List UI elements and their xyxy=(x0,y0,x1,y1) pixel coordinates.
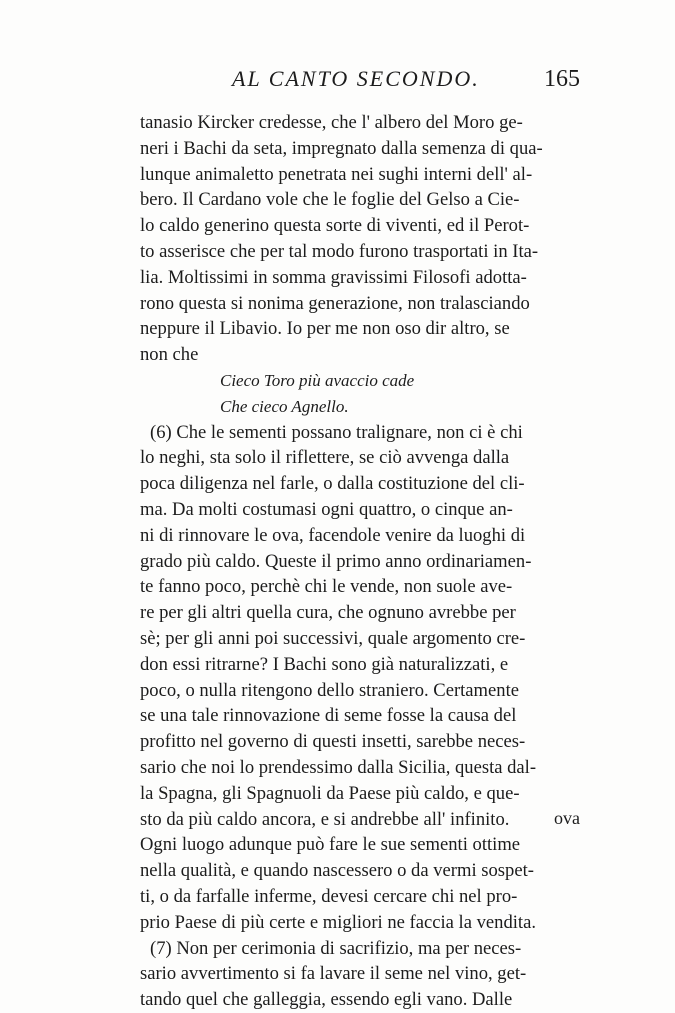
text-line: tanasio Kircker credesse, che l' albero del Moro ge- xyxy=(140,112,523,133)
text-line: sario avvertimento si fa lavare il seme nel vino, get- xyxy=(140,963,527,985)
text-line: prio Paese di più certe e migliori ne faccia la vendita. xyxy=(140,911,536,933)
text-line: poco, o nulla ritengono dello straniero. Certamente xyxy=(140,679,519,701)
text-line: ni di rinnovare le ova, facendole venire da luoghi di xyxy=(140,524,526,546)
text-line: Ogni luogo adunque può fare le sue sementi ottime xyxy=(140,834,521,856)
note-7-start: (7) Non per cerimonia di sacrifizio, ma per neces- xyxy=(150,937,522,959)
page-number: 165 xyxy=(544,66,580,92)
text-line: se una tale rinnovazione di seme fosse la causa del xyxy=(140,705,517,727)
text-line: lo caldo generino questa sorte di viventi, ed il Perot- xyxy=(140,215,530,237)
text-line: sario che noi lo prendessimo dalla Sicilia, questa dal- xyxy=(140,756,537,778)
quote-line: Che cieco Agnello. xyxy=(220,396,349,416)
text-line: sè; per gli anni poi successivi, quale argomento cre- xyxy=(140,627,526,649)
text-line: bero. Il Cardano vole che le foglie del Gelso a Cie- xyxy=(140,189,520,211)
body-text xyxy=(140,110,580,1013)
text-line: lia. Moltissimi in somma gravissimi Filosofi adotta- xyxy=(140,266,527,288)
text-line: don essi ritrarne? I Bachi sono già naturalizzati, e xyxy=(140,653,509,675)
text-line: te fanno poco, perchè chi le vende, non suole ave- xyxy=(140,576,513,598)
catchword: ova xyxy=(554,808,580,828)
quote-line: Cieco Toro più avaccio cade xyxy=(220,370,415,390)
note-6-start: (6) Che le sementi possano tralignare, non ci è chi xyxy=(150,421,523,443)
text-line: grado più caldo. Queste il primo anno ordinariamen- xyxy=(140,550,532,572)
text-line: lunque animaletto penetrata nei sughi interni dell' al- xyxy=(140,163,533,185)
text-line: non che xyxy=(140,344,199,366)
text-line: ma. Da molti costumasi ogni quattro, o cinque an- xyxy=(140,498,513,520)
text-line: neri i Bachi da seta, impregnato dalla semenza di qua- xyxy=(140,137,543,159)
text-line: neppure il Libavio. Io per me non oso dir altro, se xyxy=(140,318,510,340)
text-line: la Spagna, gli Spagnuoli da Paese più caldo, e que- xyxy=(140,782,520,804)
text-line: ti, o da farfalle inferme, devesi cercare chi nel pro- xyxy=(140,885,518,907)
text-line: poca diligenza nel farle, o dalla costituzione del cli- xyxy=(140,473,525,495)
text-line: tando quel che galleggia, essendo egli vano. Dalle xyxy=(140,989,513,1011)
running-title: AL CANTO SECONDO. xyxy=(232,66,480,91)
text-line: to asserisce che per tal modo furono trasportati in Ita- xyxy=(140,240,539,262)
text-line: rono questa si nonima generazione, non tralasciando xyxy=(140,292,530,314)
text-line: profitto nel governo di questi insetti, sarebbe neces- xyxy=(140,731,526,753)
text-line: nella qualità, e quando nascessero o da vermi sospet- xyxy=(140,860,534,882)
page-header xyxy=(140,62,580,98)
text-line: re per gli altri quella cura, che ognuno avrebbe per xyxy=(140,602,516,624)
text-line: lo neghi, sta solo il riflettere, se ciò avvenga dalla xyxy=(140,447,510,469)
text-line: sto da più caldo ancora, e si andrebbe all' infinito. xyxy=(140,808,510,830)
